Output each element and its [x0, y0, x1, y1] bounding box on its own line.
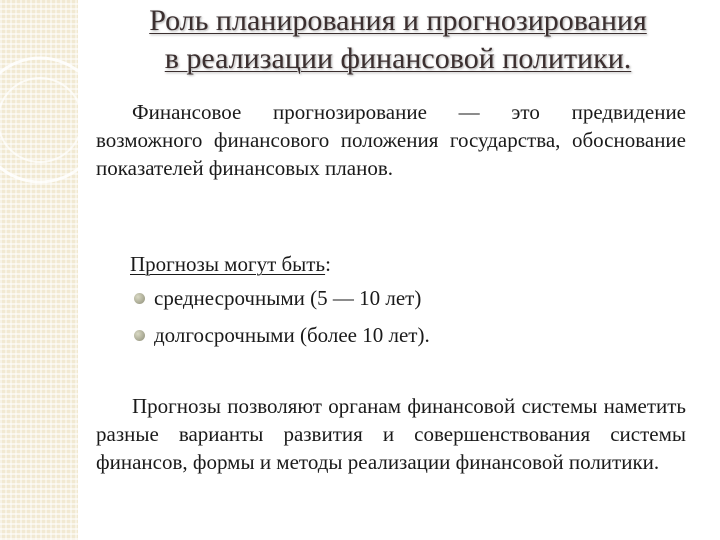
bullet-icon: [134, 330, 145, 341]
forecast-types-block: [130, 250, 690, 358]
list-item-text: долгосрочными (более 10 лет).: [154, 323, 430, 347]
forecast-types-list: [130, 284, 690, 349]
paragraph-definition: [96, 98, 686, 182]
paragraph-purpose-text: Прогнозы позволяют органам финансовой системы наметить разные варианты развития и совершенствования системы финансов, формы и методы реализации финансовой политики.: [96, 394, 686, 474]
paragraph-definition-text: Финансовое прогнозирование — это предвидение возможного финансового положения государства, обоснование показателей финансовых планов.: [96, 100, 686, 180]
forecast-types-lead: Прогнозы могут быть: [130, 252, 326, 276]
title-line-1: Роль планирования и прогнозирования: [149, 4, 647, 37]
decorative-side-band: [0, 0, 78, 540]
list-item: [130, 321, 690, 349]
list-item: [130, 284, 690, 312]
forecast-types-heading: [130, 250, 690, 278]
title-line-2: в реализации финансовой политики.: [164, 42, 632, 75]
bullet-icon: [134, 293, 145, 304]
paragraph-purpose: [96, 392, 686, 476]
slide-title: [96, 2, 700, 78]
list-item-text: среднесрочными (5 — 10 лет): [154, 286, 422, 310]
forecast-types-colon: :: [325, 252, 331, 276]
decorative-circles: [0, 0, 78, 540]
